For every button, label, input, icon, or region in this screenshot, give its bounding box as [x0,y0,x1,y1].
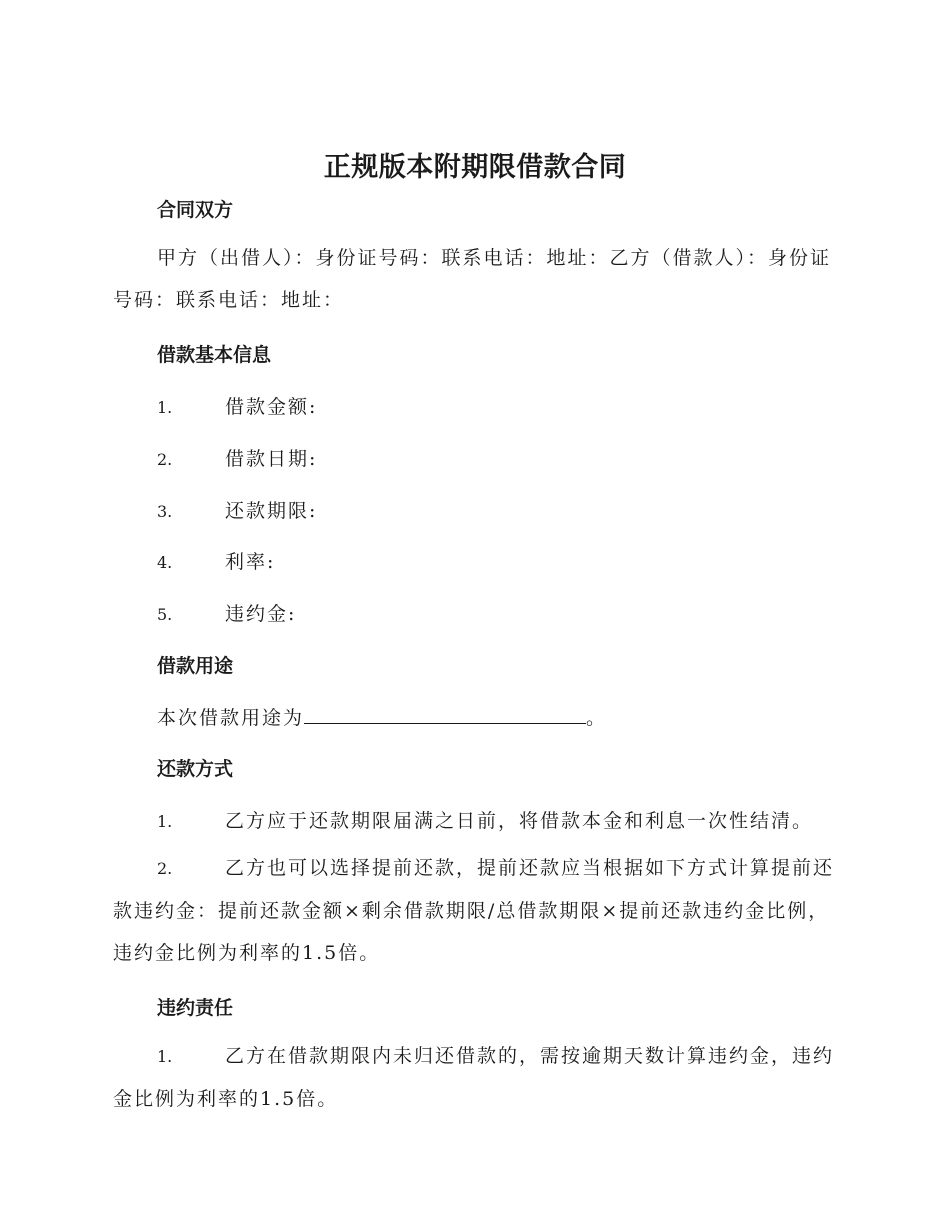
section-heading-parties: 合同双方 [157,199,234,221]
section-heading-purpose: 借款用途 [157,655,234,677]
list-number: 3. [157,502,173,521]
interest-rate-label: 利率: [225,551,276,573]
list-item [157,444,317,471]
repayment-term-label: 还款期限: [225,500,318,522]
list-item [157,496,317,523]
list-item [157,599,296,626]
purpose-line [157,703,607,730]
repayment-item-text: 乙方也可以选择提前还款，提前还款应当根据如下方式计算提前还款违约金：提前还款金额×剩余借款期限/总借款期限×提前还款违约金比例，违约金比例为利率的1.5倍。 [113,857,835,964]
list-number: 1. [157,1047,173,1066]
loan-date-label: 借款日期: [225,448,318,470]
list-item [157,806,813,833]
list-number: 1. [157,398,173,417]
section-heading-repayment: 还款方式 [157,758,234,780]
list-number: 1. [157,812,173,831]
purpose-prefix: 本次借款用途为 [157,707,305,729]
list-item [113,1035,835,1120]
list-number: 4. [157,553,173,572]
purpose-suffix: 。 [586,707,608,729]
liability-item-text: 乙方在借款期限内未归还借款的，需按逾期天数计算违约金，违约金比例为利率的1.5倍。 [113,1045,835,1110]
document-title: 正规版本附期限借款合同 [323,152,627,183]
list-number: 2. [157,859,173,878]
parties-paragraph: 甲方（出借人）：身份证号码：联系电话：地址：乙方（借款人）：身份证号码：联系电话：地址： [113,247,832,311]
section-heading-basic-info: 借款基本信息 [157,344,272,366]
list-item [157,547,275,574]
penalty-label: 违约金: [225,603,297,625]
repayment-item-text: 乙方应于还款期限届满之日前，将借款本金和利息一次性结清。 [225,810,814,832]
list-item [113,847,835,974]
list-number: 5. [157,605,173,624]
purpose-blank-line [304,705,586,724]
list-number: 2. [157,450,173,469]
loan-amount-label: 借款金额: [225,396,318,418]
list-item [157,392,317,419]
section-heading-liability: 违约责任 [157,997,234,1019]
